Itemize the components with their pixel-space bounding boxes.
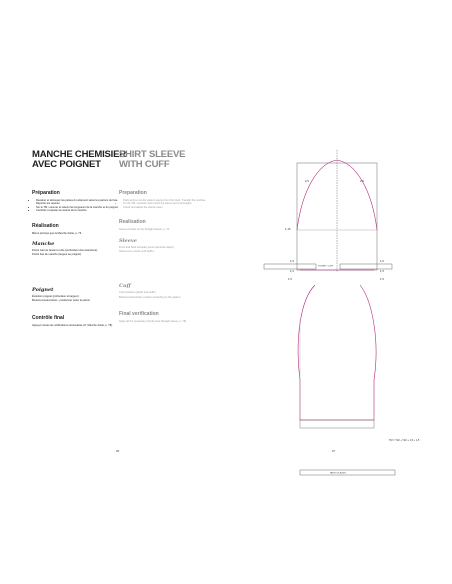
list-item: • On the TM, measure and record the sleeve and cuff lengths. — [123, 202, 214, 205]
cuff-text-1: Cuff evolution (depth and width). — [119, 291, 157, 295]
heading-realisation-fr: Réalisation — [32, 222, 59, 229]
poignet-text-2: Boutons-boutonnières : positionner selon le patron. — [32, 299, 91, 303]
sleeve-text-2: Sleeve hem points (cuff width). — [119, 250, 155, 254]
dim-label: 1,5 — [380, 277, 384, 281]
sleeve-text-1: Front and back shoulder points (armhole depth). — [119, 245, 175, 249]
dim-label: 1,5 — [288, 277, 292, 281]
dim-label: 1,5 — [290, 259, 294, 263]
control-text-fr: Appuyer toutes les vérifications nécessaires (cf. Manche droite, p. 78). — [32, 323, 113, 327]
list-item: • Dessiner et découper les pièces du vêtement selon les patrons du livre. Reporter les repères. — [36, 199, 127, 206]
heading-sleeve-en: Sleeve — [119, 237, 137, 244]
heading-realisation-en: Realisation — [119, 219, 146, 226]
heading-control-fr: Contrôle final — [32, 314, 65, 321]
heading-final-en: Final verification — [119, 311, 159, 318]
list-item: • Contrôler et ajuster la couture de la manche. — [36, 209, 127, 212]
title-fr-1: MANCHE CHEMISIER — [32, 149, 126, 160]
realisation-text-en: Same principle as the Straight sleeve, p. 76. — [119, 228, 170, 232]
dim-label: 1,5 — [380, 269, 384, 273]
heading-preparation-en: Preparation — [119, 190, 147, 196]
heading-poignet-fr: Poignet — [32, 286, 54, 293]
dim-label: 2,5 — [305, 179, 309, 183]
band-label: POIGNET / CUFF — [318, 265, 334, 268]
dim-label: 1,5 — [290, 269, 294, 273]
heading-cuff-en: Cuff — [119, 283, 131, 290]
title-en-1: SHIRT SLEEVE — [119, 149, 186, 160]
cuff-text-2: Buttons-buttonholes: position according to the pattern. — [119, 295, 182, 299]
realisation-text-fr: Même principe que la Manche droite, p. 76. — [32, 231, 82, 235]
title-fr-2: AVEC POIGNET — [32, 159, 101, 170]
diagram-labels — [285, 179, 420, 475]
dim-label: 1,5 — [380, 259, 384, 263]
dim-label: 1,15 — [285, 227, 291, 231]
lower-sleeve-draft — [298, 285, 376, 428]
heading-preparation-fr: Préparation — [32, 190, 60, 196]
band-label: PATTE / PLACKET — [330, 472, 347, 475]
list-item: • Draft and cut out the pattern pieces from the book. Transfer the notches. — [123, 199, 214, 202]
list-item: • Check and adjust the sleeve seam. — [123, 206, 214, 209]
page-number-right: 87 — [332, 449, 336, 453]
heading-manche-fr: Manche — [32, 241, 55, 248]
final-text-en: Apply all the necessary checks (see Straight sleeve, p. 78). — [119, 320, 187, 324]
title-en-2: WITH CUFF — [119, 159, 170, 170]
poignet-text-1: Évolution poignet (profondeur et largeur). — [32, 294, 80, 298]
list-item: • Sur le TM, mesurer et relever les longueurs de la manche et du poignet. — [36, 206, 127, 209]
page-number-left: 86 — [116, 449, 120, 453]
dim-label: 2,5 — [360, 179, 364, 183]
manche-text-2: Points bas de manche (largeur au poignet). — [32, 253, 82, 257]
manche-text-1: Points carrure devant et dos (profondeur d'emmanchure). — [32, 249, 98, 253]
sleeve-draft — [297, 150, 377, 272]
formula-label: TM = ½M + ½M + 1,5 + 1,5 — [389, 439, 420, 442]
